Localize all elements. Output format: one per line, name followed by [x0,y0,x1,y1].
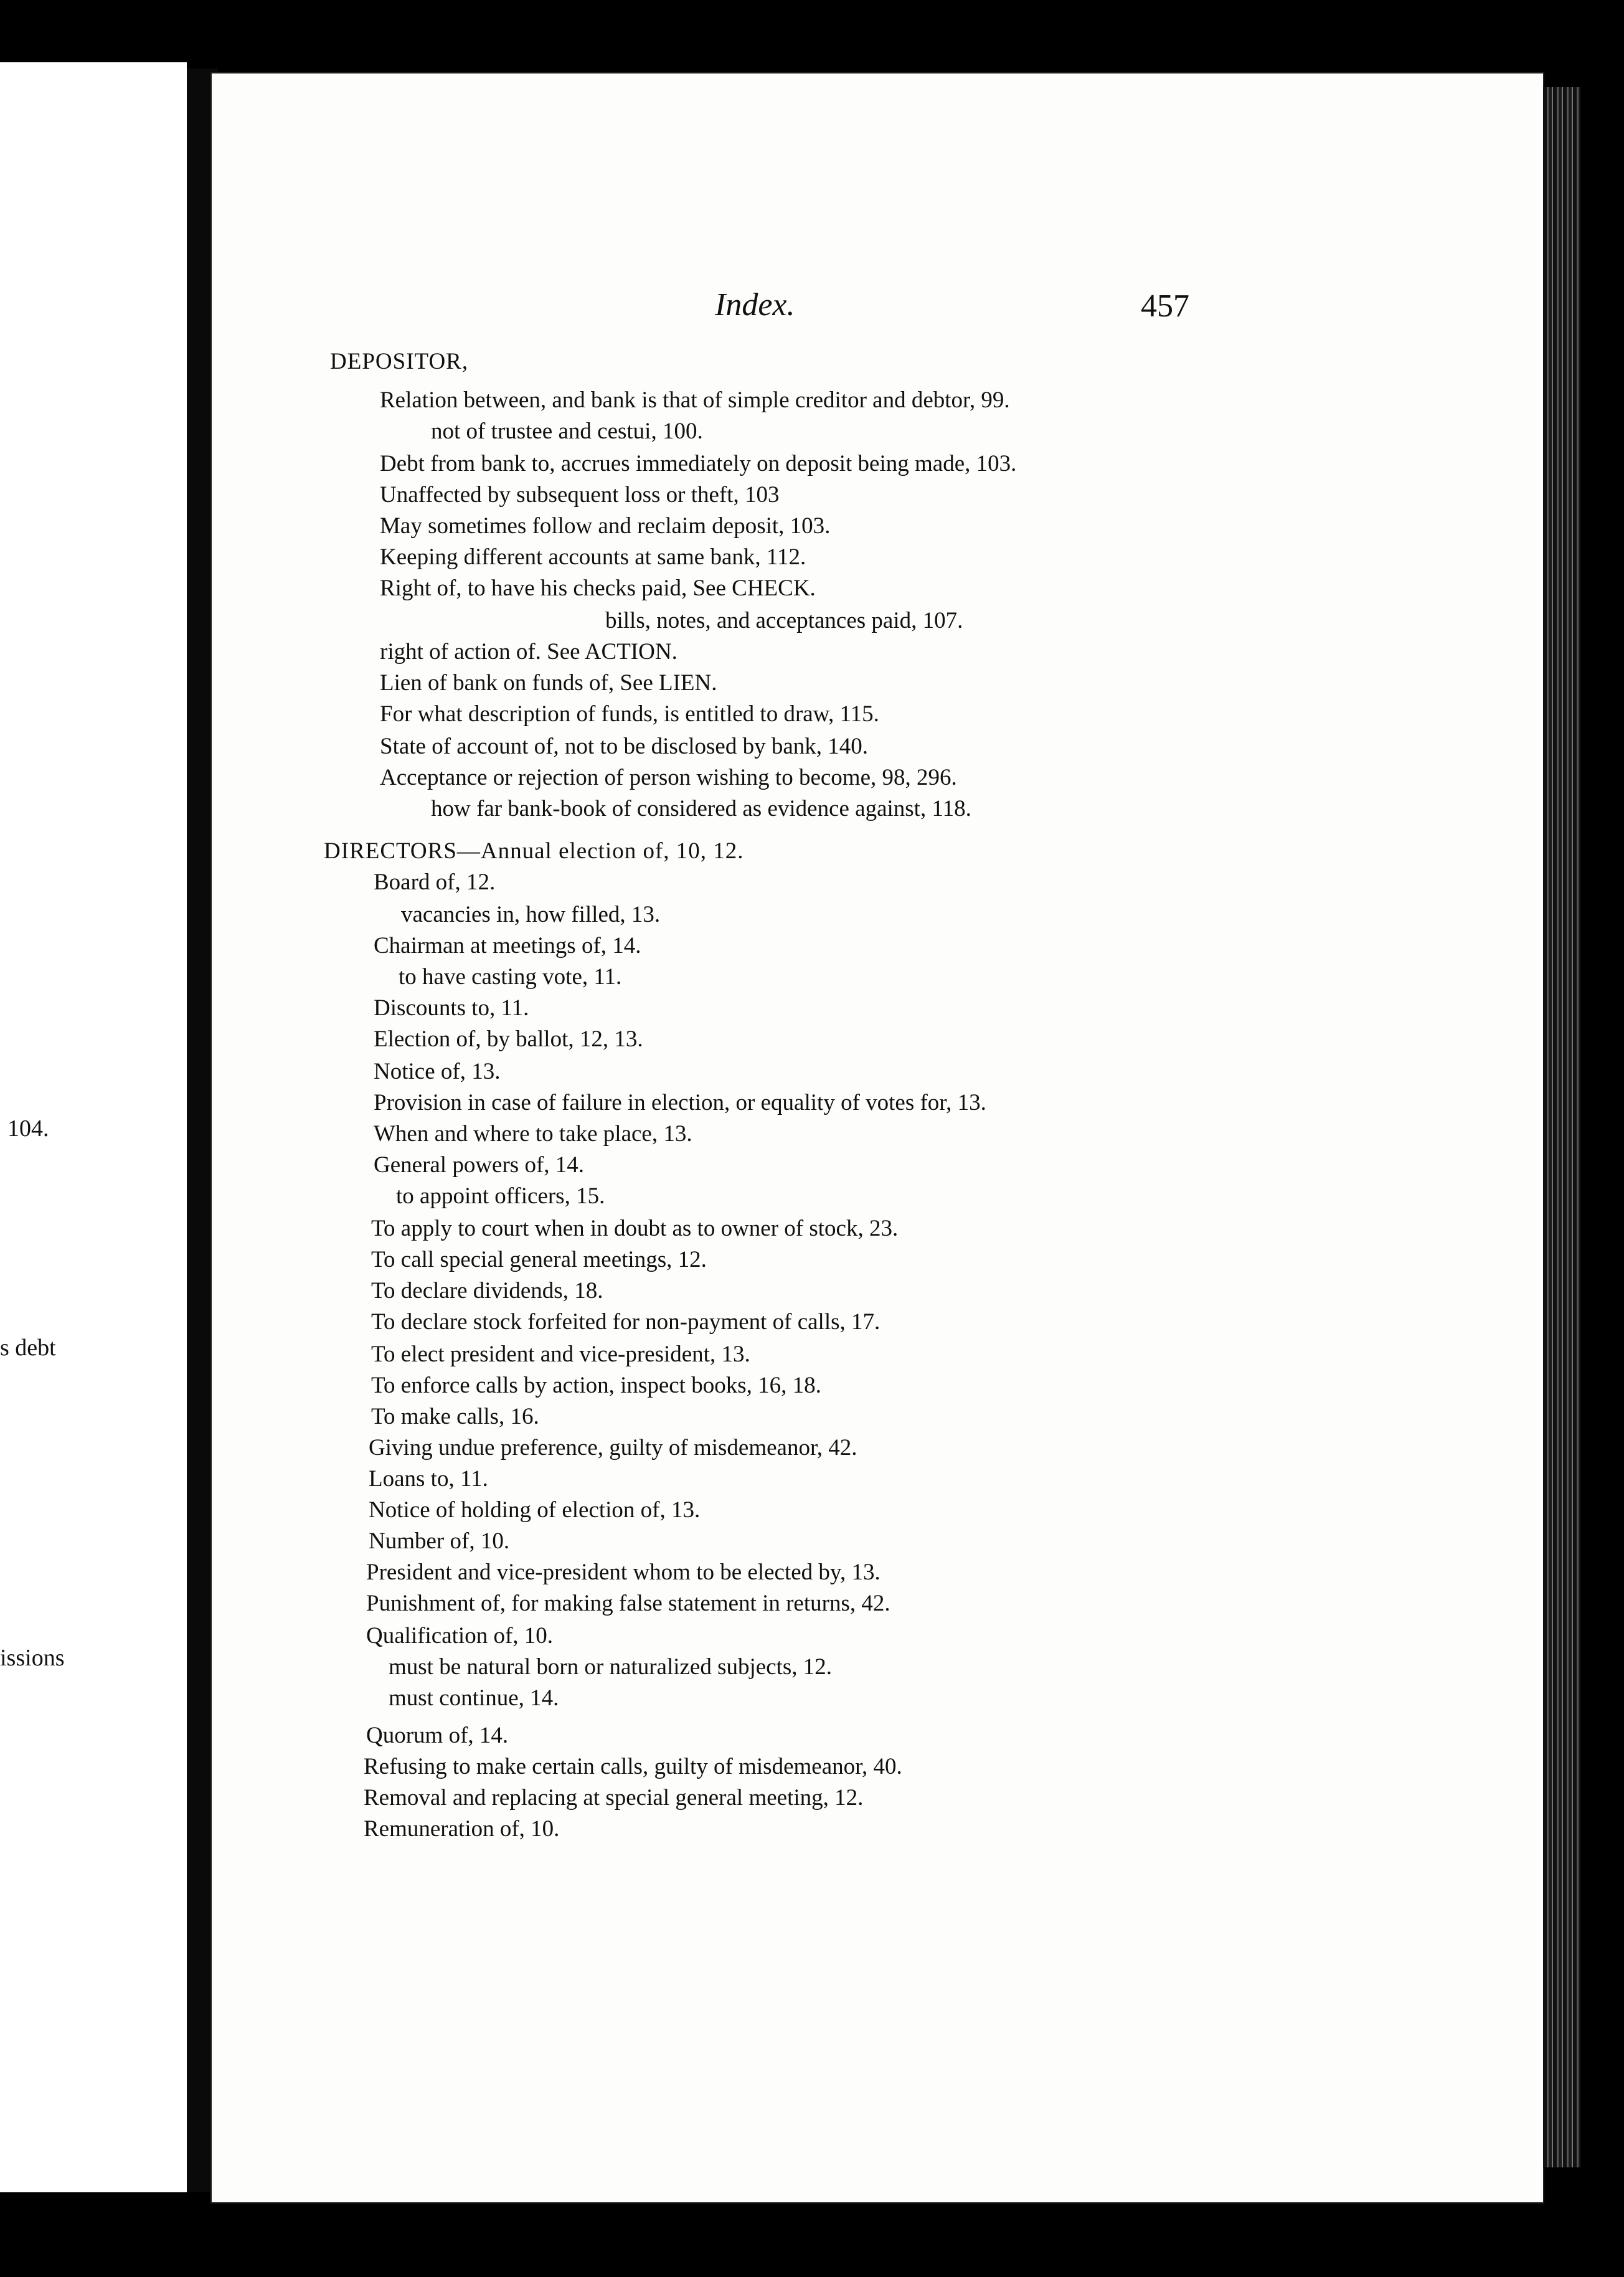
index-entry: To enforce calls by action, inspect books, 16, 18. [371,1373,821,1398]
index-entry: Debt from bank to, accrues immediately on deposit being made, 103. [380,451,1017,476]
index-entry: Removal and replacing at special general meeting, 12. [364,1785,864,1811]
index-entry: For what description of funds, is entitled to draw, 115. [380,701,879,727]
index-entry: To call special general meetings, 12. [371,1247,707,1272]
index-entry: Number of, 10. [369,1528,510,1554]
index-subentry: to have casting vote, 11. [399,964,622,990]
index-entry: Remuneration of, 10. [364,1816,560,1842]
index-entry: When and where to take place, 13. [374,1121,692,1147]
index-entry: Acceptance or rejection of person wishing to become, 98, 296. [380,765,957,790]
index-entry: To make calls, 16. [371,1404,539,1429]
index-subentry: how far bank-book of considered as evidence against, 118. [431,796,971,821]
previous-page-text: issions [0,1645,65,1671]
index-entry: Discounts to, 11. [374,995,529,1021]
index-subentry: vacancies in, how filled, 13. [401,902,661,927]
index-entry: Keeping different accounts at same bank, 112. [380,544,806,570]
index-entry: Quorum of, 14. [366,1723,509,1748]
index-entry: Notice of holding of election of, 13. [369,1497,701,1523]
index-entry: May sometimes follow and reclaim deposit, 103. [380,513,831,539]
index-entry: General powers of, 14. [374,1152,585,1178]
index-entry: right of action of. See ACTION. [380,639,677,665]
index-subentry: must continue, 14. [389,1685,559,1711]
index-entry: Right of, to have his checks paid, See CHECK. [380,575,816,601]
index-entry: To apply to court when in doubt as to owner of stock, 23. [371,1216,899,1241]
index-entry: To elect president and vice-president, 13. [371,1342,750,1367]
index-entry: To declare stock forfeited for non-payment of calls, 17. [371,1309,880,1335]
index-entry: To declare dividends, 18. [371,1278,603,1304]
page-number: 457 [1141,288,1189,324]
previous-page-text: s debt [0,1335,56,1361]
page-edge [1543,87,1580,2167]
index-entry: Relation between, and bank is that of simple creditor and debtor, 99. [380,387,1010,413]
index-entry: Notice of, 13. [374,1059,501,1084]
index-entry: Lien of bank on funds of, See LIEN. [380,670,717,696]
index-entry: Refusing to make certain calls, guilty of misdemeanor, 40. [364,1754,902,1779]
index-entry: Provision in case of failure in election, or equality of votes for, 13. [374,1090,986,1115]
index-entry: Giving undue preference, guilty of misdemeanor, 42. [369,1435,857,1460]
section-heading: DIRECTORS—Annual election of, 10, 12. [324,838,744,864]
index-subentry: bills, notes, and acceptances paid, 107. [605,608,963,633]
index-subentry: must be natural born or naturalized subjects, 12. [389,1654,833,1680]
index-entry: State of account of, not to be disclosed by bank, 140. [380,734,869,759]
section-heading: DEPOSITOR, [330,349,469,374]
index-entry: Loans to, 11. [369,1466,488,1492]
index-entry: Election of, by ballot, 12, 13. [374,1026,643,1052]
index-entry: President and vice-president whom to be elected by, 13. [366,1560,880,1585]
index-subentry: to appoint officers, 15. [396,1183,605,1209]
index-entry: Punishment of, for making false statement in returns, 42. [366,1591,890,1616]
index-subentry: not of trustee and cestui, 100. [431,419,703,444]
index-entry: Qualification of, 10. [366,1623,554,1649]
previous-page-fragment [0,62,187,2192]
index-entry: Board of, 12. [374,869,496,895]
index-entry: Unaffected by subsequent loss or theft, 103 [380,482,780,508]
running-head: Index. [715,287,795,323]
index-entry: Chairman at meetings of, 14. [374,933,641,959]
previous-page-text: 104. [7,1115,49,1142]
